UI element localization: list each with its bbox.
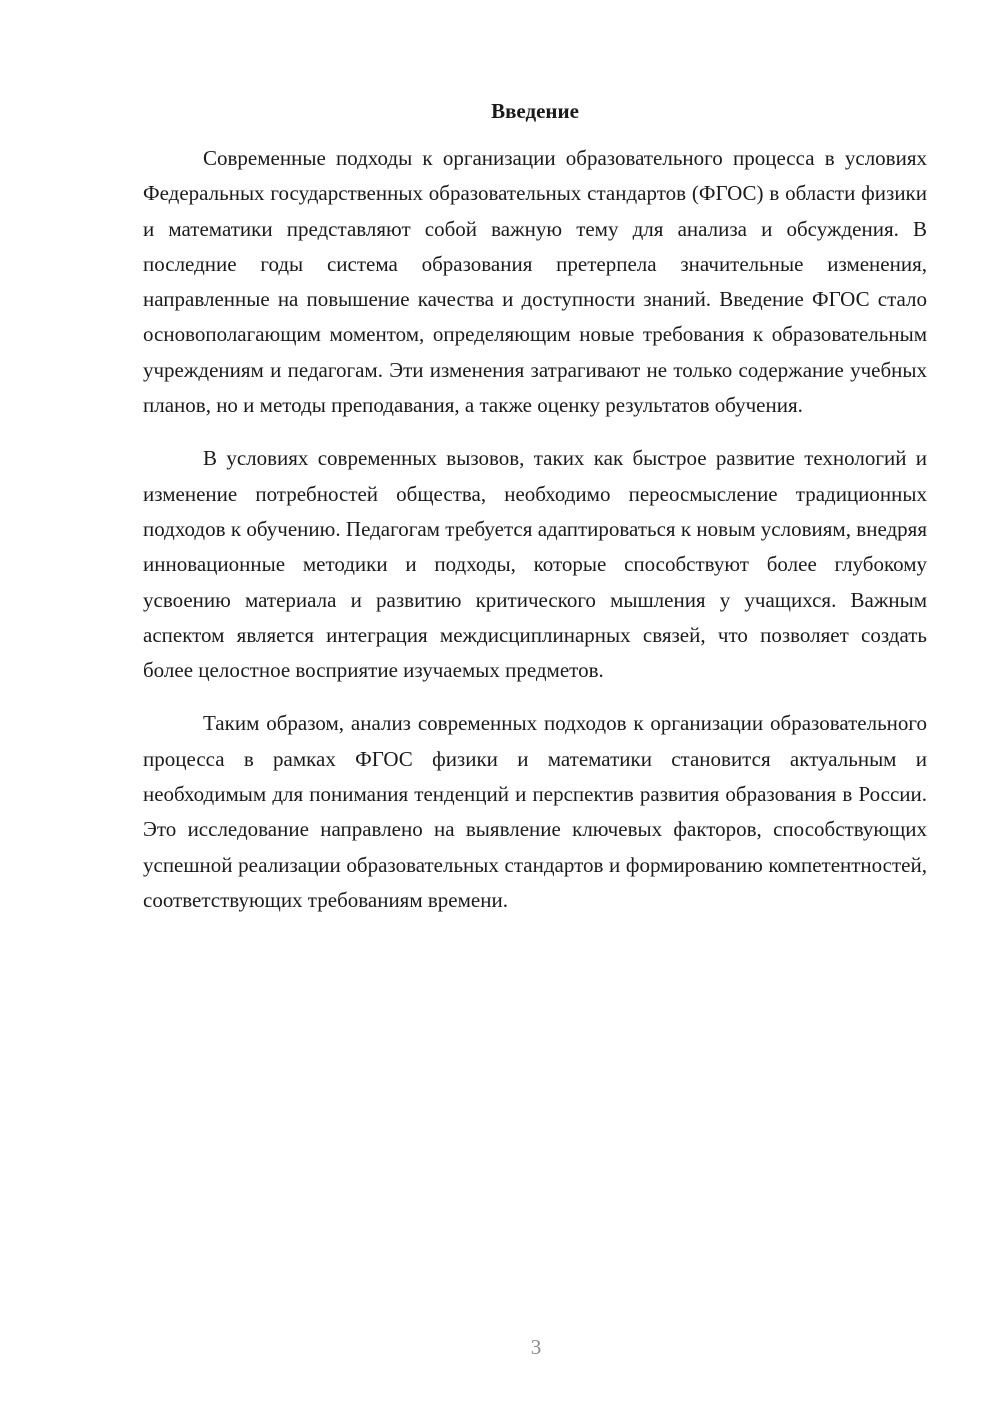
- paragraph-1: Современные подходы к организации образовательного процесса в условиях Федеральных государственных образовательных стандартов (ФГОС) в области физики и математики представляют собой важную тему для анализа и обсуждения. В последние годы система образования претерпела значительные изменения, направленные на повышение качества и доступности знаний. Введение ФГОС стало основополагающим моментом, определяющим новые требования к образовательным учреждениям и педагогам. Эти изменения затрагивают не только содержание учебных планов, но и методы преподавания, а также оценку результатов обучения.: [143, 146, 927, 418]
- page-number: 3: [530, 1335, 542, 1359]
- paragraph-3: Таким образом, анализ современных подходов к организации образовательного процесса в рамках ФГОС физики и математики становится актуальным и необходимым для понимания тенденций и перспектив развития образования в России. Это исследование направлено на выявление ключевых факторов, способствующих успешной реализации образовательных стандартов и формированию компетентностей, соответствующих требованиям времени.: [143, 711, 927, 912]
- paragraph-2: В условиях современных вызовов, таких как быстрое развитие технологий и изменение потребностей общества, необходимо переосмысление традиционных подходов к обучению. Педагогам требуется адаптироваться к новым условиям, внедряя инновационные методики и подходы, которые способствуют более глубокому усвоению материала и развитию критического мышления у учащихся. Важным аспектом является интеграция междисциплинарных связей, что позволяет создать более целостное восприятие изучаемых предметов.: [143, 446, 927, 683]
- document-body: [143, 96, 927, 936]
- section-heading: Введение: [491, 99, 579, 123]
